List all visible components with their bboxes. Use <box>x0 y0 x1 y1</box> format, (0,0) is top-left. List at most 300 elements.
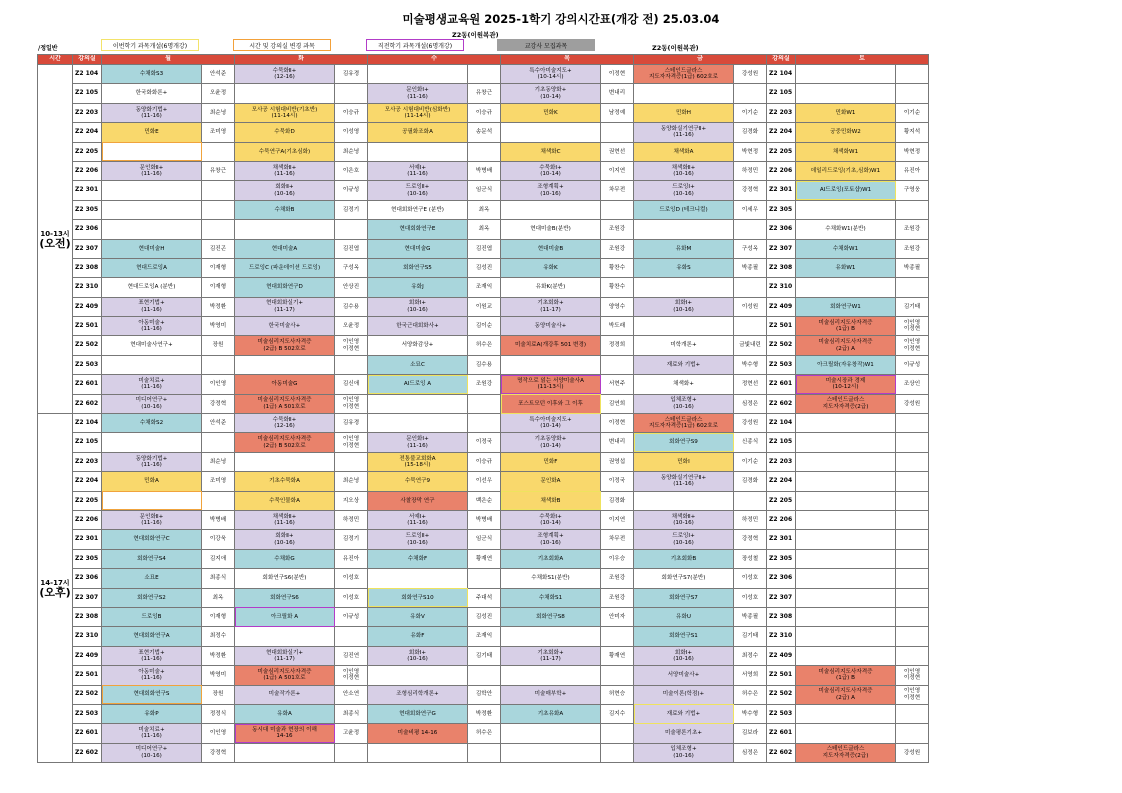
teacher-wed: 이선우 <box>468 472 501 491</box>
course-thu <box>501 200 601 219</box>
table-row <box>38 569 929 588</box>
course-fri: 드로잉D (테크니컬) <box>634 200 734 219</box>
teacher-wed: 조재익 <box>468 278 501 297</box>
course-wed: 미술비평 14-16 <box>368 724 468 743</box>
course-mon: 수채화S2 <box>102 414 202 433</box>
table-row <box>38 530 929 549</box>
course-thu: 미술매부학+ <box>501 685 601 704</box>
table-row <box>38 84 929 103</box>
teacher-fri: 하정민 <box>734 161 767 180</box>
teacher-tue: 김수용 <box>335 297 368 316</box>
course-wed <box>368 65 468 84</box>
course-tue: 현대회화실기+ (11-17) <box>235 297 335 316</box>
teacher-sat: 조상인 <box>896 375 929 394</box>
course-sat <box>796 414 896 433</box>
teacher-sat <box>896 200 929 219</box>
course-wed <box>368 743 468 762</box>
course-thu: 민화F <box>501 452 601 471</box>
course-mon: 문인화Ⅱ+ (11-16) <box>102 161 202 180</box>
teacher-tue: 안상진 <box>335 278 368 297</box>
legend-recruiting: 교강사 모집과목 <box>497 39 595 51</box>
room-label: Z2 501 <box>73 317 102 336</box>
legend-new-course: 이번학기 과목개설(6명개강) <box>101 39 199 51</box>
teacher-wed: 허수은 <box>468 336 501 355</box>
course-mon: 드로잉B <box>102 607 202 626</box>
teacher-wed: 최옥 <box>468 200 501 219</box>
teacher-fri: 박수형 <box>734 704 767 723</box>
table-row <box>38 414 929 433</box>
room-label: Z2 308 <box>73 258 102 277</box>
course-fri <box>634 84 734 103</box>
teacher-thu: 양영수 <box>601 297 634 316</box>
course-thu: 특수아미술지도+ (10-14) <box>501 414 601 433</box>
teacher-mon: 조미영 <box>202 123 235 142</box>
course-tue: 수채화G <box>235 549 335 568</box>
teacher-thu: 권현선 <box>601 142 634 161</box>
course-fri: 회화I+ (10-16) <box>634 297 734 316</box>
course-thu: 기초회화+ (11-17) <box>501 297 601 316</box>
teacher-mon <box>202 220 235 239</box>
course-thu <box>501 743 601 762</box>
course-tue <box>235 452 335 471</box>
course-sat <box>796 491 896 510</box>
table-row <box>38 646 929 665</box>
teacher-thu: 이지연 <box>601 161 634 180</box>
course-sat: 미술심리지도사자격증 (2급) A <box>796 336 896 355</box>
building-note: Z2동(이원복관) <box>452 31 499 39</box>
table-row <box>38 123 929 142</box>
course-mon: 회화연구S4 <box>102 549 202 568</box>
room-label: Z2 206 <box>73 510 102 529</box>
course-thu: 수채화S1(분반) <box>501 569 601 588</box>
teacher-wed: 김기태 <box>468 646 501 665</box>
course-wed: 서양화감상+ <box>368 336 468 355</box>
course-wed <box>368 142 468 161</box>
room-label: Z2 206 <box>73 161 102 180</box>
course-mon: 동양화기법+ (11-16) <box>102 103 202 122</box>
course-mon <box>102 142 202 161</box>
course-thu: 채색화B <box>501 491 601 510</box>
table-row <box>38 317 929 336</box>
course-wed: 현대회화연구E <box>368 220 468 239</box>
course-sat <box>796 724 896 743</box>
course-wed: 회화연구S5 <box>368 258 468 277</box>
course-fri: 동양화실기연구Ⅱ+ (11-16) <box>634 123 734 142</box>
teacher-tue <box>335 452 368 471</box>
teacher-mon <box>202 433 235 452</box>
teacher-fri: 정현선 <box>734 375 767 394</box>
teacher-wed: 김성진 <box>468 258 501 277</box>
teacher-tue: 안소연 <box>335 685 368 704</box>
teacher-fri: 박수형 <box>734 355 767 374</box>
course-thu: 수묵화Ⅰ+ (10-14) <box>501 161 601 180</box>
course-sat: 스테인드글라스 지도자자격증(2급) <box>796 743 896 762</box>
room-label-2: Z2 203 <box>767 103 796 122</box>
teacher-mon: 김진곤 <box>202 239 235 258</box>
teacher-tue <box>335 220 368 239</box>
teacher-sat <box>896 607 929 626</box>
course-thu: 수채화S1 <box>501 588 601 607</box>
course-mon: 미술치료+ (11-16) <box>102 375 202 394</box>
header-time: 시간 <box>38 55 73 65</box>
course-tue: 현대미술A <box>235 239 335 258</box>
teacher-fri: 강정혁 <box>734 181 767 200</box>
teacher-thu: 안미자 <box>601 607 634 626</box>
room-label: Z2 305 <box>73 200 102 219</box>
course-fri: 스테인드글라스 지도자자격증(1급) 602호로 <box>634 65 734 84</box>
course-wed: 유화V <box>368 607 468 626</box>
teacher-thu: 이정국 <box>601 472 634 491</box>
course-mon: 표현기법+ (11-16) <box>102 297 202 316</box>
teacher-thu: 정경희 <box>601 336 634 355</box>
room-label: Z2 601 <box>73 724 102 743</box>
teacher-wed <box>468 666 501 685</box>
course-wed: 한국근대회화사+ <box>368 317 468 336</box>
course-tue: 현대회화실기+ (11-17) <box>235 646 335 665</box>
teacher-wed: 조원강 <box>468 375 501 394</box>
course-tue <box>235 84 335 103</box>
course-fri <box>634 491 734 510</box>
course-sat: 수채화W1 <box>796 239 896 258</box>
teacher-mon: 이인영 <box>202 724 235 743</box>
course-thu: 포스트모던 이후와 그 이후 <box>501 394 601 413</box>
course-fri: 스테인드글라스 지도자자격증(1급) 602호로 <box>634 414 734 433</box>
course-wed: 수묵연구9 <box>368 472 468 491</box>
teacher-thu: 황재연 <box>601 646 634 665</box>
room-label-2: Z2 602 <box>767 743 796 762</box>
room-label-2: Z2 306 <box>767 569 796 588</box>
course-sat: 유화W1 <box>796 258 896 277</box>
course-mon: 표현기법+ (11-16) <box>102 646 202 665</box>
teacher-sat <box>896 569 929 588</box>
teacher-mon: 장원 <box>202 685 235 704</box>
teacher-thu: 김경화 <box>601 491 634 510</box>
teacher-thu: 변내리 <box>601 433 634 452</box>
room-label: Z2 205 <box>73 491 102 510</box>
teacher-mon: 최옥 <box>202 588 235 607</box>
course-tue: 아크릴화 A <box>235 607 335 626</box>
course-fri <box>634 278 734 297</box>
teacher-tue: 김정기 <box>335 530 368 549</box>
course-thu <box>501 123 601 142</box>
room-label: Z2 104 <box>73 65 102 84</box>
course-wed: 드로잉Ⅱ+ (10-16) <box>368 530 468 549</box>
course-mon: 현대회화연구A <box>102 627 202 646</box>
teacher-thu: 변내리 <box>601 84 634 103</box>
teacher-mon: 최순녕 <box>202 103 235 122</box>
teacher-sat: 이인영 이정현 <box>896 685 929 704</box>
teacher-mon: 박영미 <box>202 317 235 336</box>
course-fri: 기초회화B <box>634 549 734 568</box>
teacher-tue: 김진연 <box>335 646 368 665</box>
course-fri: 유화U <box>634 607 734 626</box>
course-wed: 서예Ⅰ+ (11-16) <box>368 510 468 529</box>
teacher-thu: 황찬수 <box>601 278 634 297</box>
course-thu: 명작으로 읽는 서양미술사A (11-13시) <box>501 375 601 394</box>
teacher-sat: 이기순 <box>896 103 929 122</box>
corner-label: /정일반 <box>38 45 58 52</box>
teacher-mon: 최종식 <box>202 569 235 588</box>
teacher-tue: 김신애 <box>335 375 368 394</box>
room-label-2: Z2 310 <box>767 627 796 646</box>
room-label-2: Z2 104 <box>767 414 796 433</box>
course-wed: 공필화조화A <box>368 123 468 142</box>
teacher-mon: 최정수 <box>202 627 235 646</box>
teacher-sat <box>896 724 929 743</box>
course-fri: 유화M <box>634 239 734 258</box>
course-mon: 수채화S3 <box>102 65 202 84</box>
teacher-wed <box>468 569 501 588</box>
teacher-tue: 최순녕 <box>335 472 368 491</box>
session-label: 10-13시 (오전) <box>38 65 73 414</box>
teacher-wed: 주대석 <box>468 588 501 607</box>
teacher-fri: 장성철 <box>734 549 767 568</box>
course-fri: 미학개론+ <box>634 336 734 355</box>
course-thu: 수묵화Ⅰ+ (10-14) <box>501 510 601 529</box>
header-sat: 토 <box>796 55 929 65</box>
course-tue: 미술심리지도사자격증 (1급) A 501호로 <box>235 666 335 685</box>
course-sat <box>796 452 896 471</box>
room-label: Z2 503 <box>73 355 102 374</box>
course-wed <box>368 394 468 413</box>
teacher-wed: 박병배 <box>468 510 501 529</box>
teacher-thu: 이정현 <box>601 414 634 433</box>
course-thu <box>501 355 601 374</box>
room-label: Z2 105 <box>73 433 102 452</box>
course-thu: 조형계획+ (10-16) <box>501 181 601 200</box>
room-label-2: Z2 305 <box>767 200 796 219</box>
teacher-fri: 김기태 <box>734 627 767 646</box>
course-tue: 모사공 시험대비반(기초반) (11-14시) <box>235 103 335 122</box>
course-thu: 문인화A <box>501 472 601 491</box>
course-thu: 기초회화+ (11-17) <box>501 646 601 665</box>
course-sat <box>796 607 896 626</box>
teacher-fri <box>734 220 767 239</box>
teacher-wed: 이정국 <box>468 433 501 452</box>
teacher-fri: 강정혁 <box>734 530 767 549</box>
room-label-2: Z2 204 <box>767 472 796 491</box>
course-wed: 회화연구S10 <box>368 588 468 607</box>
course-fri <box>634 220 734 239</box>
teacher-tue <box>335 355 368 374</box>
course-mon: 유화P <box>102 704 202 723</box>
teacher-thu: 조원강 <box>601 239 634 258</box>
course-fri: 회화연구S1 <box>634 627 734 646</box>
course-fri: 입체조형+ (10-16) <box>634 394 734 413</box>
teacher-mon <box>202 142 235 161</box>
course-mon <box>102 491 202 510</box>
room-label: Z2 601 <box>73 375 102 394</box>
room-label: Z2 203 <box>73 103 102 122</box>
teacher-wed: 김수용 <box>468 355 501 374</box>
course-fri: 미술이론(학점)+ <box>634 685 734 704</box>
teacher-sat: 이인영 이정현 <box>896 666 929 685</box>
teacher-mon: 최순녕 <box>202 452 235 471</box>
page-title: 미술평생교육원 2025-1학기 강의시간표(개강 전) 25.03.04 <box>402 12 720 26</box>
session-label: 14-17시 (오후) <box>38 414 73 763</box>
room-label-2: Z2 308 <box>767 607 796 626</box>
teacher-fri: 서영희 <box>734 666 767 685</box>
teacher-tue: 오윤정 <box>335 317 368 336</box>
room-label: Z2 204 <box>73 472 102 491</box>
teacher-wed: 박정환 <box>468 704 501 723</box>
course-tue: 유화A <box>235 704 335 723</box>
course-fri: 민화I <box>634 452 734 471</box>
table-row <box>38 375 929 394</box>
course-thu: 동양미술사+ <box>501 317 601 336</box>
teacher-wed: 황재연 <box>468 549 501 568</box>
course-tue: 미술심리지도사자격증 (2급) B 502호로 <box>235 336 335 355</box>
course-sat <box>796 569 896 588</box>
teacher-mon: 박영미 <box>202 666 235 685</box>
teacher-fri: 허수은 <box>734 685 767 704</box>
teacher-sat <box>896 414 929 433</box>
course-fri: 채색화Ⅱ+ (10-16) <box>634 510 734 529</box>
teacher-mon: 안석준 <box>202 414 235 433</box>
course-tue <box>235 355 335 374</box>
course-sat: AI드로잉(포토샵)W1 <box>796 181 896 200</box>
teacher-fri: 심정은 <box>734 394 767 413</box>
teacher-tue: 김유경 <box>335 414 368 433</box>
table-row <box>38 355 929 374</box>
table-row <box>38 452 929 471</box>
room-label: Z2 301 <box>73 181 102 200</box>
teacher-sat: 조원강 <box>896 220 929 239</box>
teacher-sat <box>896 704 929 723</box>
table-row <box>38 336 929 355</box>
teacher-wed: 박병배 <box>468 161 501 180</box>
table-row <box>38 666 929 685</box>
teacher-wed <box>468 414 501 433</box>
course-sat: 미술심리지도사자격증 (1급) B <box>796 666 896 685</box>
course-thu: 조형계획+ (10-16) <box>501 530 601 549</box>
course-fri: 입체조형+ (10-16) <box>634 743 734 762</box>
room-label-2: Z2 503 <box>767 704 796 723</box>
teacher-tue: 김진엽 <box>335 239 368 258</box>
course-tue: 회화연구S6 <box>235 588 335 607</box>
table-row <box>38 704 929 723</box>
course-tue <box>235 627 335 646</box>
room-label: Z2 501 <box>73 666 102 685</box>
course-mon: 미술치료+ (11-16) <box>102 724 202 743</box>
course-wed <box>368 414 468 433</box>
teacher-sat: 강성원 <box>896 743 929 762</box>
course-tue: 수묵연구A(기초심화) <box>235 142 335 161</box>
course-fri: 재료와 기법+ <box>634 355 734 374</box>
teacher-sat <box>896 278 929 297</box>
room-label-2: Z2 206 <box>767 510 796 529</box>
course-thu: 기초회화A <box>501 549 601 568</box>
room-label-2: Z2 409 <box>767 297 796 316</box>
room-label: Z2 310 <box>73 627 102 646</box>
course-mon <box>102 181 202 200</box>
header-mon: 월 <box>102 55 235 65</box>
header-wed: 수 <box>368 55 501 65</box>
teacher-sat: 유진아 <box>896 161 929 180</box>
teacher-fri: 이세우 <box>734 200 767 219</box>
course-mon: 문인화Ⅱ+ (11-16) <box>102 510 202 529</box>
teacher-wed: 임군식 <box>468 181 501 200</box>
teacher-mon: 이인영 <box>202 375 235 394</box>
course-tue: 동시대 미술과 현장의 이해 14-16 <box>235 724 335 743</box>
course-fri: 재료와 기법+ <box>634 704 734 723</box>
table-row <box>38 394 929 413</box>
course-tue: 미술심리지도사자격증 (2급) B 502호로 <box>235 433 335 452</box>
teacher-fri: 이성원 <box>734 297 767 316</box>
course-wed: 서예Ⅰ+ (11-16) <box>368 161 468 180</box>
teacher-mon: 조미영 <box>202 472 235 491</box>
teacher-thu <box>601 627 634 646</box>
teacher-thu: 황찬수 <box>601 258 634 277</box>
teacher-thu <box>601 666 634 685</box>
table-row <box>38 142 929 161</box>
course-sat <box>796 530 896 549</box>
room-label: Z2 204 <box>73 123 102 142</box>
header-fri: 금 <box>634 55 767 65</box>
teacher-tue: 김정기 <box>335 200 368 219</box>
teacher-sat: 김기태 <box>896 297 929 316</box>
teacher-mon: 박정환 <box>202 297 235 316</box>
course-tue: 회화Ⅱ+ (10-16) <box>235 181 335 200</box>
course-fri: 유화S <box>634 258 734 277</box>
teacher-wed: 유창근 <box>468 84 501 103</box>
course-tue: 드로잉C (파운데이션 드로잉) <box>235 258 335 277</box>
teacher-tue: 최종식 <box>335 704 368 723</box>
teacher-thu: 서현주 <box>601 375 634 394</box>
teacher-wed: 이승규 <box>468 452 501 471</box>
room-label: Z2 307 <box>73 239 102 258</box>
teacher-fri: 박현정 <box>734 142 767 161</box>
teacher-wed: 김학안 <box>468 685 501 704</box>
course-tue: 회화연구S6(분반) <box>235 569 335 588</box>
teacher-sat: 황지석 <box>896 123 929 142</box>
room-label-2: Z2 502 <box>767 685 796 704</box>
teacher-tue: 고윤정 <box>335 724 368 743</box>
course-tue: 미술심리지도사자격증 (1급) A 501호로 <box>235 394 335 413</box>
course-wed: 현대회화연구E (분반) <box>368 200 468 219</box>
course-mon: 현대미술H <box>102 239 202 258</box>
course-tue: 회화Ⅱ+ (10-16) <box>235 530 335 549</box>
room-label-2: Z2 602 <box>767 394 796 413</box>
course-thu: 미술치료A(개강후 501 변경) <box>501 336 601 355</box>
room-label-2: Z2 308 <box>767 258 796 277</box>
course-mon <box>102 220 202 239</box>
course-fri: 동양화실기연구Ⅱ+ (11-16) <box>634 472 734 491</box>
course-sat: 스테인드글라스 지도자자격증(2급) <box>796 394 896 413</box>
room-label: Z2 105 <box>73 84 102 103</box>
table-row <box>38 724 929 743</box>
course-fri: 회화I+ (10-16) <box>634 646 734 665</box>
course-thu <box>501 724 601 743</box>
teacher-thu: 김지수 <box>601 704 634 723</box>
course-mon: 현대미술사연구+ <box>102 336 202 355</box>
room-label-2: Z2 301 <box>767 530 796 549</box>
teacher-thu: 허현승 <box>601 685 634 704</box>
course-wed: 유화F <box>368 627 468 646</box>
teacher-fri: 강성원 <box>734 65 767 84</box>
table-row <box>38 433 929 452</box>
teacher-thu <box>601 743 634 762</box>
teacher-fri: 신종식 <box>734 433 767 452</box>
course-wed: 회화Ⅰ+ (10-16) <box>368 646 468 665</box>
room-label-2: Z2 301 <box>767 181 796 200</box>
header-room: 강의실 <box>73 55 102 65</box>
course-mon: 현대드로잉A (분반) <box>102 278 202 297</box>
teacher-wed: 최옥 <box>468 220 501 239</box>
teacher-mon: 정정식 <box>202 704 235 723</box>
course-mon <box>102 200 202 219</box>
teacher-mon: 김지애 <box>202 549 235 568</box>
